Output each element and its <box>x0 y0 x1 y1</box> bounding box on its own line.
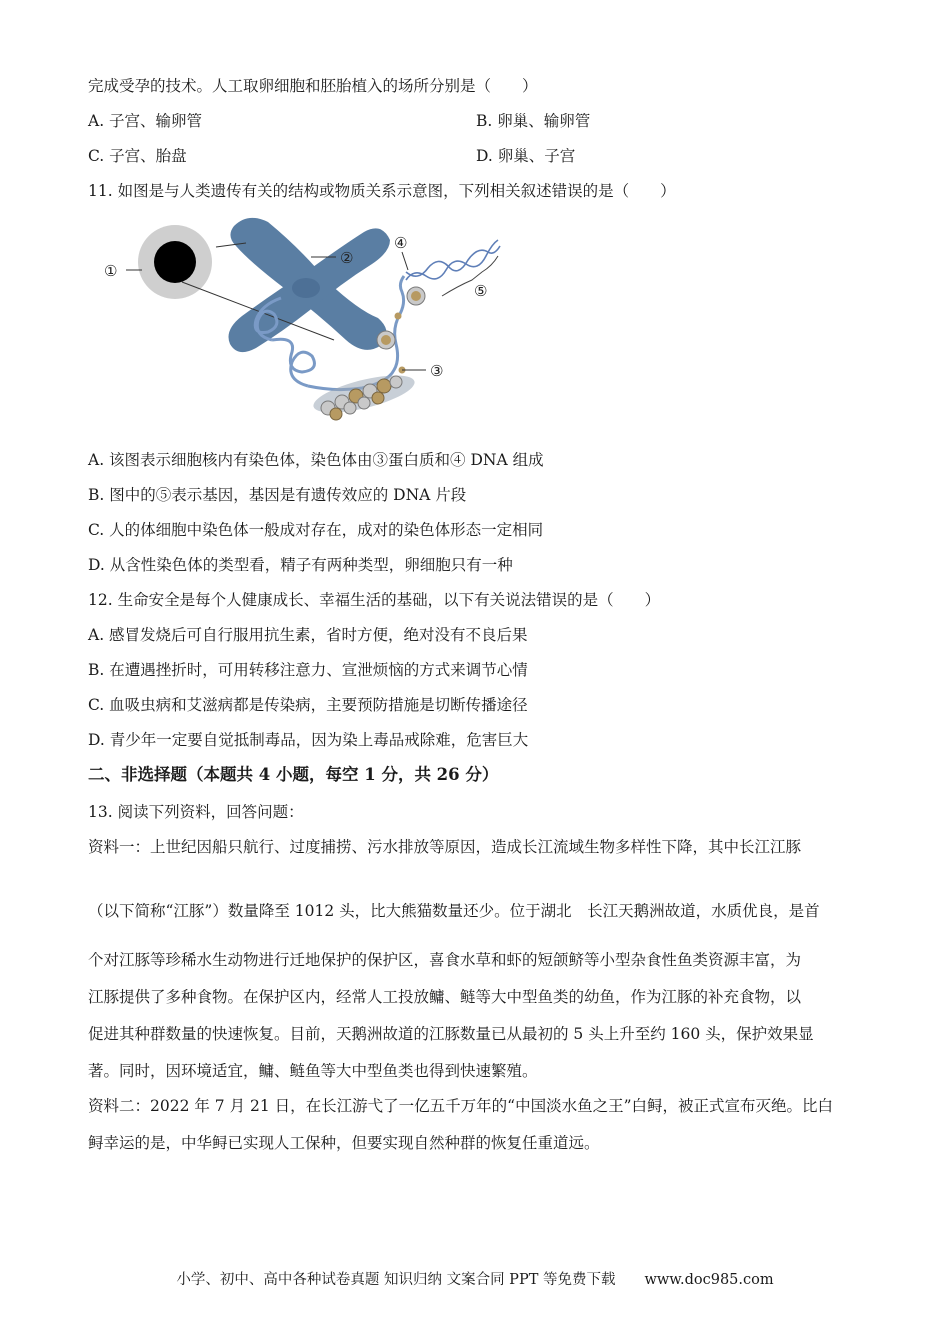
label-line-4 <box>402 252 408 270</box>
q13-material1-line-6: 著。同时，因环境适宜，鳙、鲢鱼等大中型鱼类也得到快速繁殖。 <box>88 1062 538 1080</box>
q12-option-b: B. 在遭遇挫折时，可用转移注意力、宣泄烦恼的方式来调节心情 <box>88 661 528 679</box>
q13-material1-line-3: 个对江豚等珍稀水生动物进行迁地保护的保护区，喜食水草和虾的短颌鲚等小型杂食性鱼类资源丰富，为 <box>88 951 802 969</box>
heredity-structure-figure <box>96 210 506 430</box>
q12-stem: 12. 生命安全是每个人健康成长、幸福生活的基础，以下有关说法错误的是（ ） <box>88 591 661 609</box>
q13-material2-line-2: 鲟幸运的是，中华鲟已实现人工保种，但要实现自然种群的恢复任重道远。 <box>88 1134 600 1152</box>
q10-option-d: D. 卵巢、子宫 <box>476 147 576 165</box>
q10-option-c: C. 子宫、胎盘 <box>88 147 187 165</box>
section-heading: 二、非选择题（本题共 4 小题，每空 1 分，共 26 分） <box>88 765 499 784</box>
nucleosome-core <box>381 335 391 345</box>
q11-option-d: D. 从含性染色体的类型看，精子有两种类型，卵细胞只有一种 <box>88 556 513 574</box>
label-5: ⑤ <box>474 282 488 300</box>
nucleosome-core <box>411 291 421 301</box>
q13-material1-line-4: 江豚提供了多种食物。在保护区内，经常人工投放鳙、鲢等大中型鱼类的幼鱼，作为江豚的补充食物，以 <box>88 988 802 1006</box>
q13-material2-line-1: 资料二：2022 年 7 月 21 日，在长江游弋了一亿五千万年的“中国淡水鱼之王”白鲟，被正式宣布灭绝。比白 <box>88 1097 834 1115</box>
q13-material1-line-1: 资料一：上世纪因船只航行、过度捕捞、污水排放等原因，造成长江流域生物多样性下降，其中长江江豚 <box>88 838 802 856</box>
label-2: ② <box>340 249 354 267</box>
label-3: ③ <box>430 362 444 380</box>
q13-material1-line-5: 促进其种群数量的快速恢复。目前，天鹅洲故道的江豚数量已从最初的 5 头上升至约 160 头，保护效果显 <box>88 1025 814 1043</box>
q12-option-d: D. 青少年一定要自觉抵制毒品，因为染上毒品戒除难，危害巨大 <box>88 731 529 749</box>
gene-segment-bracket <box>442 256 498 296</box>
cell-nucleus <box>154 241 196 283</box>
q12-option-a: A. 感冒发烧后可自行服用抗生素，省时方便，绝对没有不良后果 <box>88 626 528 644</box>
label-4: ④ <box>394 234 408 252</box>
q11-stem: 11. 如图是与人类遗传有关的结构或物质关系示意图，下列相关叙述错误的是（ ） <box>88 182 676 200</box>
q12-option-c: C. 血吸虫病和艾滋病都是传染病，主要预防措施是切断传播途径 <box>88 696 528 714</box>
q10-option-a: A. 子宫、输卵管 <box>88 112 203 130</box>
chromosome <box>229 218 391 352</box>
protein-dot <box>395 313 402 320</box>
nucleosome-cluster <box>310 368 418 420</box>
heredity-structure-svg <box>96 210 506 430</box>
q11-option-c: C. 人的体细胞中染色体一般成对存在，成对的染色体形态一定相同 <box>88 521 544 539</box>
q13-material1-line-2: （以下简称“江豚”）数量降至 1012 头，比大熊猫数量还少。位于湖北 长江天鹅洲故道，水质优良，是首 <box>88 902 820 920</box>
q10-stem: 完成受孕的技术。人工取卵细胞和胚胎植入的场所分别是（ ） <box>88 77 538 95</box>
page-footer: 小学、初中、高中各种试卷真题 知识归纳 文案合同 PPT 等免费下载 www.doc985.com <box>176 1272 774 1288</box>
q13-stem: 13. 阅读下列资料，回答问题： <box>88 803 304 821</box>
q11-option-b: B. 图中的⑤表示基因，基因是有遗传效应的 DNA 片段 <box>88 486 467 504</box>
label-1: ① <box>104 262 118 280</box>
q10-option-b: B. 卵巢、输卵管 <box>476 112 591 130</box>
double-helix <box>406 240 500 280</box>
q11-option-a: A. 该图表示细胞核内有染色体，染色体由③蛋白质和④ DNA 组成 <box>88 451 544 469</box>
